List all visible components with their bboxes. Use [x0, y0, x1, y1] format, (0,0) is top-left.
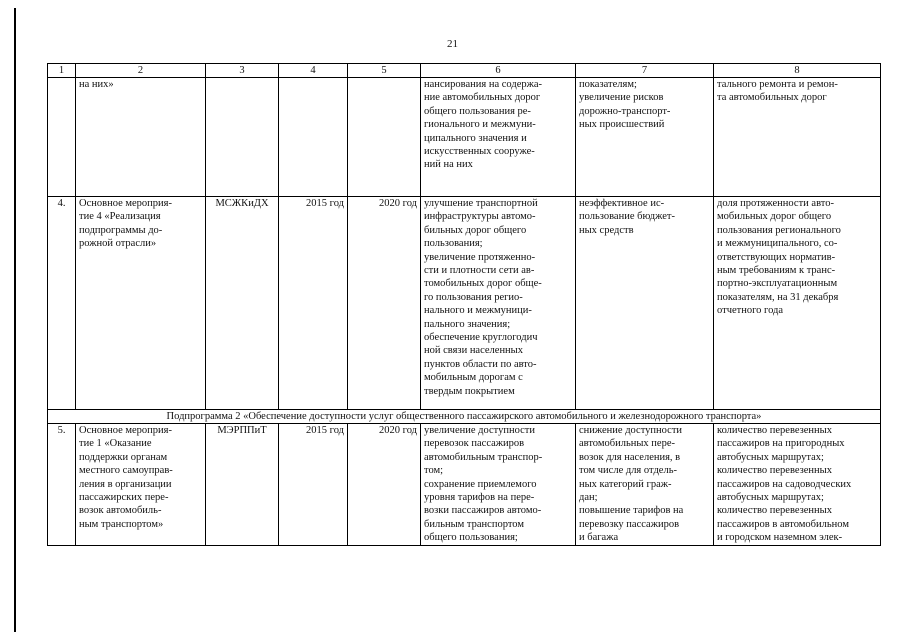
- column-header: 3: [206, 64, 279, 78]
- expected-result: нансирования на содержа- ние автомобильных дорог общего пользования ре- гионального и межмуни- ципального значения и искусственных сооруже- ний на них: [421, 78, 576, 197]
- table-row: [48, 197, 881, 410]
- start-year: 2015 год: [279, 197, 348, 410]
- row-number: 4.: [48, 197, 76, 410]
- measure-name: Основное мероприя- тие 4 «Реализация подпрограммы до- рожной отрасли»: [76, 197, 206, 410]
- related-indicators: тального ремонта и ремон- та автомобильных дорог: [714, 78, 881, 197]
- end-year: [348, 78, 421, 197]
- column-header: 8: [714, 64, 881, 78]
- expected-result: увеличение доступности перевозок пассажиров автомобильным транспор- том; сохранение приемлемого уровня тарифов на пере- возки пассажиров автомо- бильным транспортом общего пользования;: [421, 424, 576, 546]
- column-header: 5: [348, 64, 421, 78]
- executor: МЭРППиТ: [206, 424, 279, 546]
- executor: [206, 78, 279, 197]
- column-header: 6: [421, 64, 576, 78]
- related-indicators: доля протяженности авто- мобильных дорог общего пользования регионального и межмуниципального, со- ответствующих норматив- ным требованиям к транс- портно-эксплуатационным показателям, на 31 декабря отчетного года: [714, 197, 881, 410]
- row-number: 5.: [48, 424, 76, 546]
- page-number: 21: [447, 38, 458, 50]
- non-implementation-consequences: показателям; увеличение рисков дорожно-транспорт- ных происшествий: [576, 78, 714, 197]
- related-indicators: количество перевезенных пассажиров на пригородных автобусных маршрутах; количество перевезенных пассажиров на садоводческих автобусных маршрутах; количество перевезенных пассажиров в автомобильном и городском наземном элек-: [714, 424, 881, 546]
- subprogram-row: [48, 410, 881, 424]
- table-row: [48, 424, 881, 546]
- column-header: 2: [76, 64, 206, 78]
- non-implementation-consequences: неэффективное ис- пользование бюджет- ных средств: [576, 197, 714, 410]
- column-header: 1: [48, 64, 76, 78]
- row-number: [48, 78, 76, 197]
- non-implementation-consequences: снижение доступности автомобильных пере- возок для населения, в том числе для отдель- ных категорий граж- дан; повышение тарифов на перевозку пассажиров и багажа: [576, 424, 714, 546]
- subprogram-title: Подпрограмма 2 «Обеспечение доступности услуг общественного пассажирского автомобильного и железнодорожного транспорта»: [48, 410, 881, 424]
- start-year: 2015 год: [279, 424, 348, 546]
- column-header: 4: [279, 64, 348, 78]
- executor: МСЖКиДХ: [206, 197, 279, 410]
- table-row: [48, 78, 881, 197]
- start-year: [279, 78, 348, 197]
- column-number-row: [48, 64, 881, 78]
- binding-edge-line: [14, 8, 16, 632]
- measure-name: Основное мероприя- тие 1 «Оказание поддержки органам местного самоуправ- ления в организации пассажирских пере- возок автомобиль- ным транспортом»: [76, 424, 206, 546]
- expected-result: улучшение транспортной инфраструктуры автомо- бильных дорог общего пользования; увеличение протяженно- сти и плотности сети ав- томобильных дорог обще- го пользования регио- нального и межмуници- пального значения; обеспечение круглогодич ной связи населенных пунктов области по авто- мобильным дорогам с твердым покрытием: [421, 197, 576, 410]
- end-year: 2020 год: [348, 424, 421, 546]
- column-header: 7: [576, 64, 714, 78]
- measures-table: [47, 63, 881, 546]
- measure-name: на них»: [76, 78, 206, 197]
- end-year: 2020 год: [348, 197, 421, 410]
